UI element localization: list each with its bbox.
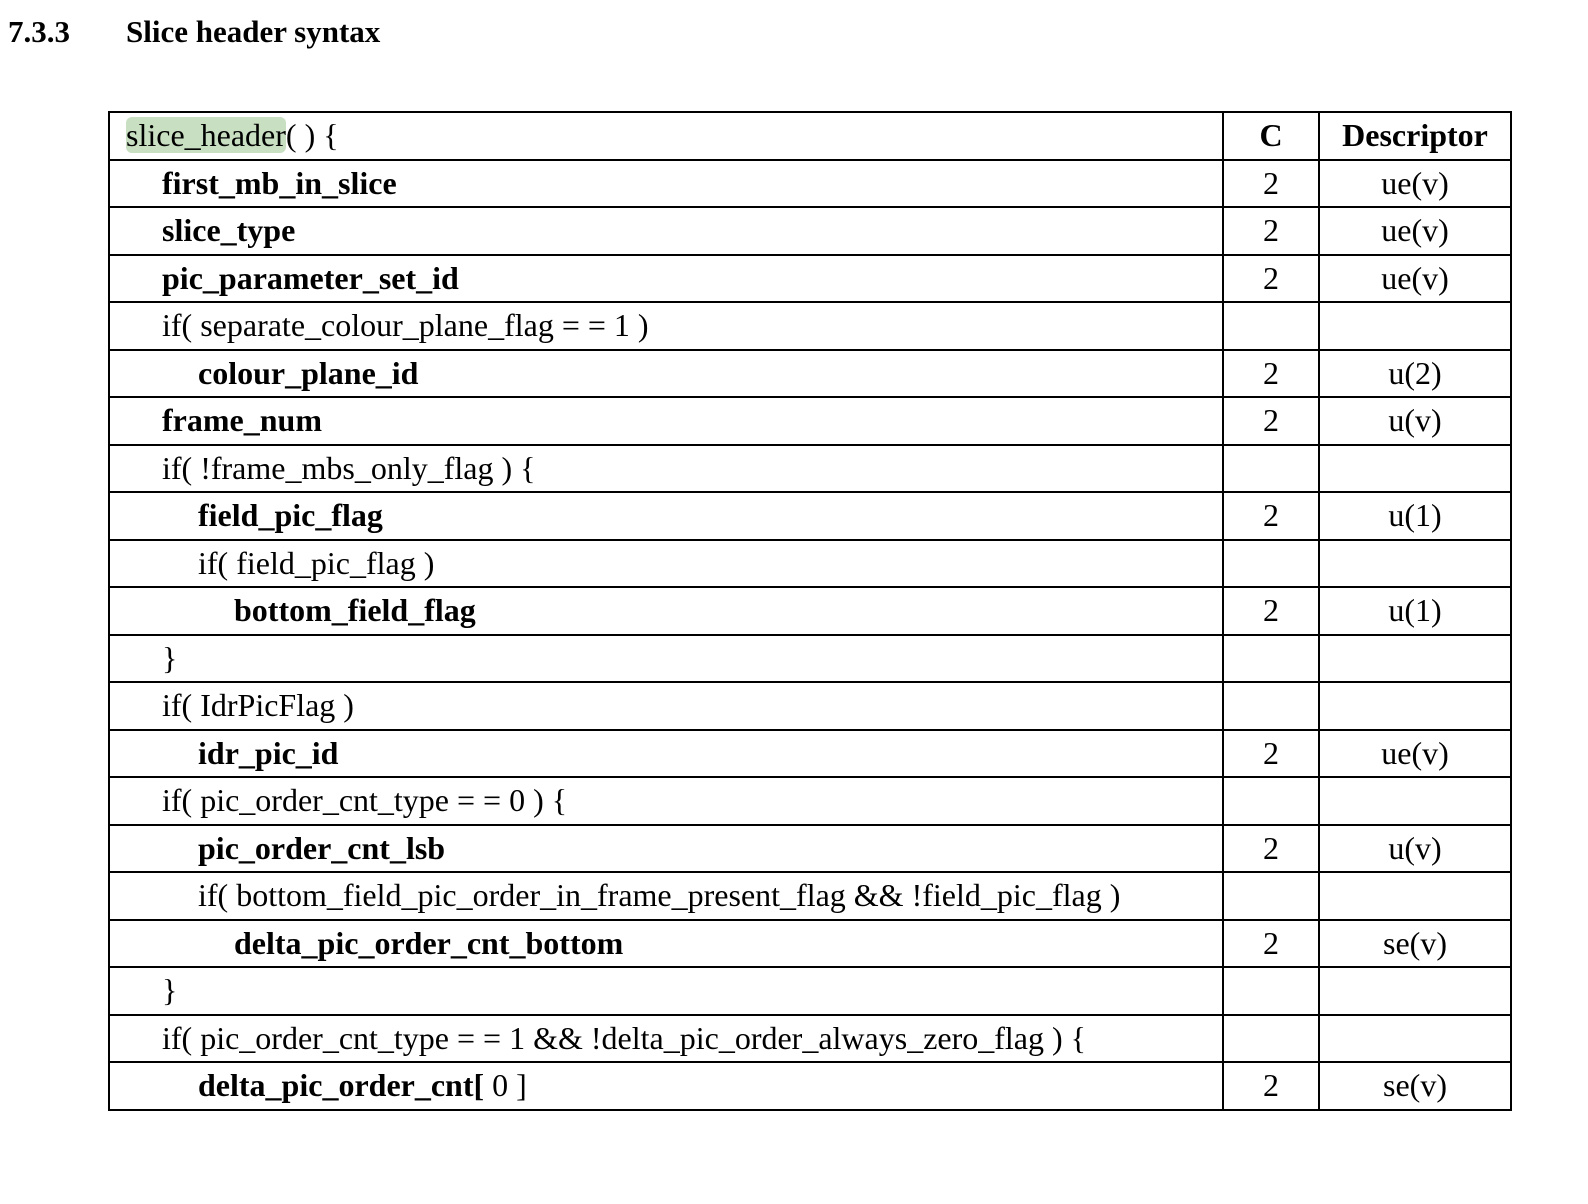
- category-cell: 2: [1223, 730, 1319, 778]
- syntax-cell: [109, 160, 1223, 208]
- syntax-text: }: [162, 639, 178, 676]
- syntax-element-name: [110, 826, 445, 871]
- descriptor-cell: [1319, 635, 1511, 683]
- syntax-text: pic_parameter_set_id: [162, 259, 459, 296]
- table-row: [109, 1015, 1511, 1063]
- section-number: 7.3.3: [8, 14, 70, 49]
- syntax-text: }: [162, 972, 178, 1009]
- syntax-cell: [109, 1015, 1223, 1063]
- category-cell: 2: [1223, 255, 1319, 303]
- category-cell: 2: [1223, 587, 1319, 635]
- syntax-cell: [109, 872, 1223, 920]
- function-signature-rest: ( ) {: [285, 117, 339, 154]
- table-row: [109, 302, 1511, 350]
- category-cell: [1223, 777, 1319, 825]
- category-cell: [1223, 872, 1319, 920]
- table-row: [109, 825, 1511, 873]
- syntax-element-name: [110, 921, 623, 966]
- syntax-statement: [110, 683, 354, 728]
- syntax-text: delta_pic_order_cnt[: [198, 1067, 485, 1104]
- syntax-text: first_mb_in_slice: [162, 164, 397, 201]
- syntax-cell: [109, 682, 1223, 730]
- syntax-text: slice_type: [162, 212, 296, 249]
- syntax-statement: [110, 446, 535, 491]
- syntax-cell: [109, 777, 1223, 825]
- syntax-element-name: [110, 208, 295, 253]
- syntax-text: if( field_pic_flag ): [198, 544, 435, 581]
- descriptor-cell: se(v): [1319, 920, 1511, 968]
- syntax-element-name: [110, 1063, 527, 1108]
- category-cell: [1223, 302, 1319, 350]
- syntax-text: frame_num: [162, 402, 322, 439]
- syntax-cell: [109, 967, 1223, 1015]
- descriptor-cell: u(1): [1319, 492, 1511, 540]
- descriptor-cell: ue(v): [1319, 730, 1511, 778]
- descriptor-cell: [1319, 540, 1511, 588]
- syntax-cell: [109, 492, 1223, 540]
- syntax-statement: [110, 778, 567, 823]
- category-cell: 2: [1223, 492, 1319, 540]
- syntax-cell: [109, 207, 1223, 255]
- syntax-element-name: [110, 351, 418, 396]
- syntax-statement: [110, 873, 1120, 918]
- descriptor-cell: ue(v): [1319, 255, 1511, 303]
- category-cell: 2: [1223, 920, 1319, 968]
- syntax-cell: [109, 445, 1223, 493]
- category-cell: 2: [1223, 160, 1319, 208]
- highlighted-function-name: slice_header: [126, 117, 286, 154]
- syntax-cell: [109, 540, 1223, 588]
- category-cell: 2: [1223, 825, 1319, 873]
- descriptor-cell: [1319, 682, 1511, 730]
- descriptor-cell: [1319, 302, 1511, 350]
- syntax-text: if( IdrPicFlag ): [162, 687, 354, 724]
- table-row: [109, 872, 1511, 920]
- table-row: [109, 397, 1511, 445]
- table-row: [109, 350, 1511, 398]
- descriptor-cell: [1319, 967, 1511, 1015]
- syntax-cell: [109, 587, 1223, 635]
- table-row: [109, 777, 1511, 825]
- category-cell: 2: [1223, 350, 1319, 398]
- category-column-header: C: [1223, 112, 1319, 160]
- descriptor-cell: u(2): [1319, 350, 1511, 398]
- descriptor-cell: [1319, 445, 1511, 493]
- syntax-statement: [110, 1016, 1086, 1061]
- syntax-text: if( separate_colour_plane_flag = = 1 ): [162, 307, 649, 344]
- descriptor-cell: u(v): [1319, 397, 1511, 445]
- syntax-text: if( bottom_field_pic_order_in_frame_present_flag && !field_pic_flag ): [198, 877, 1121, 914]
- syntax-element-name: [110, 256, 459, 301]
- function-signature: [110, 113, 339, 158]
- table-row: [109, 682, 1511, 730]
- syntax-cell: [109, 730, 1223, 778]
- syntax-text: field_pic_flag: [198, 497, 383, 534]
- table-row: [109, 967, 1511, 1015]
- category-cell: [1223, 635, 1319, 683]
- syntax-statement: [110, 968, 177, 1013]
- table-row: [109, 920, 1511, 968]
- syntax-text: colour_plane_id: [198, 354, 419, 391]
- table-row: [109, 730, 1511, 778]
- table-row: [109, 635, 1511, 683]
- category-cell: [1223, 445, 1319, 493]
- syntax-header-cell: [109, 112, 1223, 160]
- syntax-element-name: [110, 493, 383, 538]
- table-header-row: [109, 112, 1511, 160]
- syntax-statement: [110, 541, 434, 586]
- table-row: [109, 207, 1511, 255]
- syntax-text: idr_pic_id: [198, 734, 339, 771]
- syntax-cell: [109, 1062, 1223, 1110]
- syntax-element-name: [110, 588, 476, 633]
- section-title: Slice header syntax: [126, 14, 381, 49]
- syntax-cell: [109, 350, 1223, 398]
- category-cell: 2: [1223, 397, 1319, 445]
- syntax-text: delta_pic_order_cnt_bottom: [234, 924, 624, 961]
- table-row: [109, 540, 1511, 588]
- descriptor-cell: se(v): [1319, 1062, 1511, 1110]
- syntax-cell: [109, 397, 1223, 445]
- category-cell: [1223, 1015, 1319, 1063]
- descriptor-cell: [1319, 777, 1511, 825]
- category-cell: [1223, 967, 1319, 1015]
- category-cell: [1223, 682, 1319, 730]
- syntax-table-body: [109, 112, 1511, 1110]
- syntax-cell: [109, 255, 1223, 303]
- section-heading: [8, 12, 380, 52]
- syntax-text-suffix: 0 ]: [484, 1067, 527, 1104]
- table-row: [109, 255, 1511, 303]
- syntax-text: bottom_field_flag: [234, 592, 476, 629]
- descriptor-cell: ue(v): [1319, 207, 1511, 255]
- descriptor-cell: [1319, 1015, 1511, 1063]
- syntax-cell: [109, 825, 1223, 873]
- category-cell: 2: [1223, 207, 1319, 255]
- descriptor-cell: u(v): [1319, 825, 1511, 873]
- table-row: [109, 587, 1511, 635]
- table-row: [109, 1062, 1511, 1110]
- table-row: [109, 160, 1511, 208]
- syntax-statement: [110, 636, 177, 681]
- table-row: [109, 492, 1511, 540]
- syntax-text: pic_order_cnt_lsb: [198, 829, 446, 866]
- syntax-statement: [110, 303, 649, 348]
- category-cell: 2: [1223, 1062, 1319, 1110]
- syntax-cell: [109, 302, 1223, 350]
- syntax-element-name: [110, 731, 338, 776]
- descriptor-column-header: Descriptor: [1319, 112, 1511, 160]
- syntax-text: if( !frame_mbs_only_flag ) {: [162, 449, 536, 486]
- table-row: [109, 445, 1511, 493]
- descriptor-cell: ue(v): [1319, 160, 1511, 208]
- descriptor-cell: [1319, 872, 1511, 920]
- descriptor-cell: u(1): [1319, 587, 1511, 635]
- syntax-element-name: [110, 398, 322, 443]
- syntax-element-name: [110, 161, 397, 206]
- syntax-text: if( pic_order_cnt_type = = 0 ) {: [162, 782, 568, 819]
- category-cell: [1223, 540, 1319, 588]
- syntax-table: [108, 111, 1512, 1111]
- syntax-cell: [109, 920, 1223, 968]
- syntax-text: if( pic_order_cnt_type = = 1 && !delta_pic_order_always_zero_flag ) {: [162, 1019, 1087, 1056]
- syntax-cell: [109, 635, 1223, 683]
